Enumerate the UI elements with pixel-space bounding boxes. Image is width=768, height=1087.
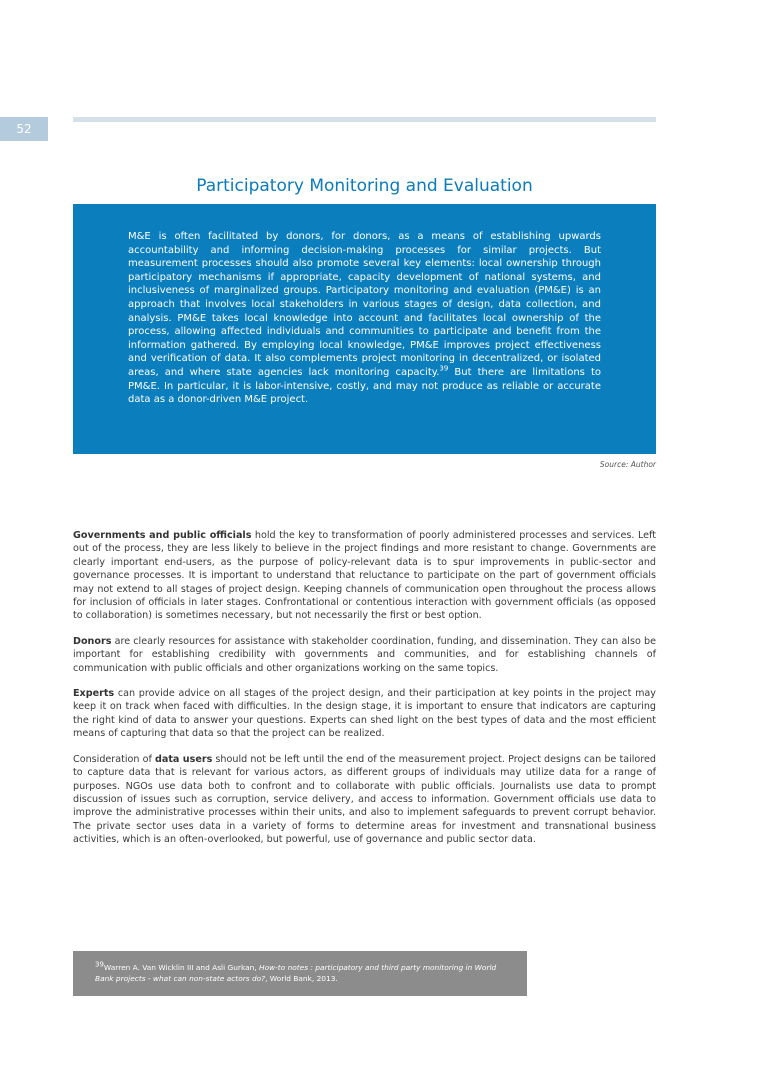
header-rule [73, 117, 656, 122]
box-title: Participatory Monitoring and Evaluation [196, 176, 533, 196]
footnote-title: How-to notes : participatory and third party monitoring in World Bank projects - what can non-state actors do? [95, 963, 497, 983]
box-text [128, 230, 601, 407]
term-experts: Experts [73, 688, 115, 700]
paragraph-text: can provide advice on all stages of the project design, and their participation at key points in the project may keep it on track when faced with difficulties. In the design stage, it is important to ensure that indicators are capturing the right kind of data to answer your questions. Experts can shed light on the best types of data and the most efficient means of capturing that data so that the project can be realized. [73, 688, 656, 740]
body-text [73, 529, 656, 859]
footnote-box [73, 951, 527, 996]
paragraph-donors [73, 635, 656, 675]
page-number: 52 [0, 117, 48, 141]
term-data-users: data users [155, 753, 213, 765]
paragraph-data-users [73, 753, 656, 847]
term-governments: Governments and public officials [73, 530, 252, 541]
paragraph-experts [73, 687, 656, 741]
paragraph-text: should not be left until the end of the measurement project. Project designs can be tailored to capture data that is relevant for various actors, as different groups of individuals may utilize data for a range of purposes. NGOs use data both to confront and to collaborate with public officials. Journalists use data to prompt discussion of issues such as corruption, service delivery, and access to information. Government officials use data to improve the administrative processes within their units, and also to implement safeguards to prevent corrupt behavior. The private sector uses data in a variety of forms to determine areas for investment and transnational business activities, which is an often-overlooked, but powerful, use of governance and public sector data. [73, 753, 657, 846]
paragraph-text: hold the key to transformation of poorly administered processes and services. Left out of the process, they are less likely to believe in the project findings and more resistant to change. Governments are clearly important end-users, as the purpose of policy-relevant data is to spur improvements in public-sector and governance processes. It is important to understand that reluctance to participate on the part of government officials may not extend to all stages of project design. Keeping channels of communication open throughout the process allows for inclusion of officials in later stages. Confrontational or contentious interaction with government officials (as opposed to collaboration) is sometimes necessary, but not necessarily the first or best option. [73, 530, 656, 622]
footnote-publisher: , World Bank, 2013. [265, 973, 338, 983]
source-note: Source: Author [599, 460, 656, 469]
paragraph-lead: Consideration of [73, 753, 155, 765]
footnote-ref[interactable]: 39 [439, 364, 449, 373]
footnote-authors: Warren A. Van Wicklin III and Asli Gurkan, [103, 963, 260, 972]
highlight-box [73, 204, 656, 454]
box-text-part-1: M&E is often facilitated by donors, for donors, as a means of establishing upwards accountability and informing decision-making processes for similar projects. But measurement processes should also promote several key elements: local ownership through participatory mechanisms if appropriate, capacity development of national systems, and inclusiveness of marginalized groups. Participatory monitoring and evaluation (PM&E) is an approach that involves local stakeholders in various stages of design, data collection, and analysis. PM&E takes local knowledge into account and facilitates local ownership of the process, allowing affected individuals and communities to participate and benefit from the information gathered. By employing local knowledge, PM&E improves project effectiveness and verification of data. It also complements project monitoring in decentralized, or isolated areas, and where state agencies lack monitoring capacity. [128, 231, 601, 378]
term-donors: Donors [73, 635, 112, 647]
paragraph-governments [73, 529, 656, 623]
footnote-number: 39 [95, 960, 104, 969]
box-text-part-2: But there are limitations to PM&E. In particular, it is labor-intensive, costly, and may not produce as reliable or accurate data as a donor-driven M&E project. [128, 366, 601, 406]
paragraph-text: are clearly resources for assistance with stakeholder coordination, funding, and dissemination. They can also be important for establishing credibility with governments and communities, and for establishing channels of communication with public officials and other organizations working on the same topics. [73, 635, 656, 674]
